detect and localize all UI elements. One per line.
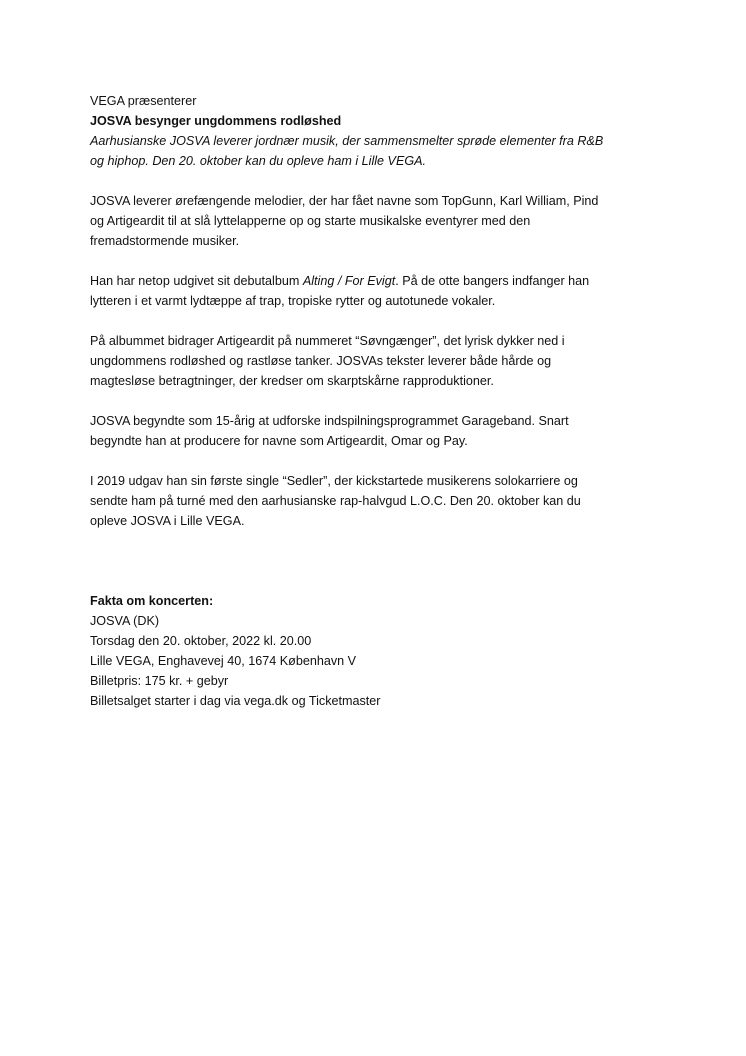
paragraph-1-line-3: fremadstormende musiker. (90, 234, 240, 248)
paragraph-3 (90, 331, 660, 391)
fact-venue: Lille VEGA, Enghavevej 40, 1674 København V (90, 654, 357, 668)
fact-artist: JOSVA (DK) (90, 614, 160, 628)
paragraph-1-line-2: og Artigeardit til at slå lyttelapperne op og starte musikalske eventyrer med den (90, 214, 531, 228)
paragraph-2-line-1 (90, 271, 660, 291)
presenter-line: VEGA præsenterer (90, 94, 197, 108)
paragraph-5-line-1: I 2019 udgav han sin første single “Sedler”, der kickstartede musikerens solokarriere og (90, 474, 578, 488)
paragraph-3-line-3: magtesløse betragtninger, der kredser om skarptskårne rapproduktioner. (90, 374, 494, 388)
paragraph-3-line-2: ungdommens rodløshed og rastløse tanker. JOSVAs tekster leverer både hårde og (90, 354, 552, 368)
paragraph-5-line-2: sendte ham på turné med den aarhusianske rap-halvgud L.O.C. Den 20. oktober kan du (90, 494, 581, 508)
press-release-page (90, 91, 660, 731)
fact-date: Torsdag den 20. oktober, 2022 kl. 20.00 (90, 634, 312, 648)
lede-line-2: og hiphop. Den 20. oktober kan du opleve ham i Lille VEGA. (90, 154, 427, 168)
paragraph-4-line-1: JOSVA begyndte som 15-årig at udforske indspilningsprogrammet Garageband. Snart (90, 414, 569, 428)
paragraph-2 (90, 271, 660, 311)
paragraph-4 (90, 411, 660, 451)
paragraph-2-text-after: . På de otte bangers indfanger han (395, 274, 590, 288)
paragraph-2-text-before: Han har netop udgivet sit debutalbum (90, 274, 303, 288)
lede-line-1: Aarhusianske JOSVA leverer jordnær musik, der sammensmelter sprøde elementer fra R&B (90, 134, 604, 148)
spacer (90, 551, 660, 591)
paragraph-5 (90, 471, 660, 531)
facts-block (90, 591, 660, 711)
fact-price: Billetpris: 175 kr. + gebyr (90, 674, 229, 688)
paragraph-5-line-3: opleve JOSVA i Lille VEGA. (90, 514, 245, 528)
fact-tickets: Billetsalget starter i dag via vega.dk og Ticketmaster (90, 694, 381, 708)
paragraph-1-line-1: JOSVA leverer ørefængende melodier, der har fået navne som TopGunn, Karl William, Pind (90, 194, 599, 208)
paragraph-4-line-2: begyndte han at producere for navne som Artigeardit, Omar og Pay. (90, 434, 468, 448)
intro-block (90, 91, 660, 171)
paragraph-3-line-1: På albummet bidrager Artigeardit på nummeret “Søvngænger”, det lyrisk dykker ned i (90, 334, 565, 348)
album-title: Alting / For Evigt (302, 274, 396, 288)
headline: JOSVA besynger ungdommens rodløshed (90, 114, 342, 128)
facts-heading: Fakta om koncerten: (90, 594, 214, 608)
paragraph-1 (90, 191, 660, 251)
paragraph-2-line-2: lytteren i et varmt lydtæppe af trap, tropiske rytter og autotunede vokaler. (90, 294, 496, 308)
